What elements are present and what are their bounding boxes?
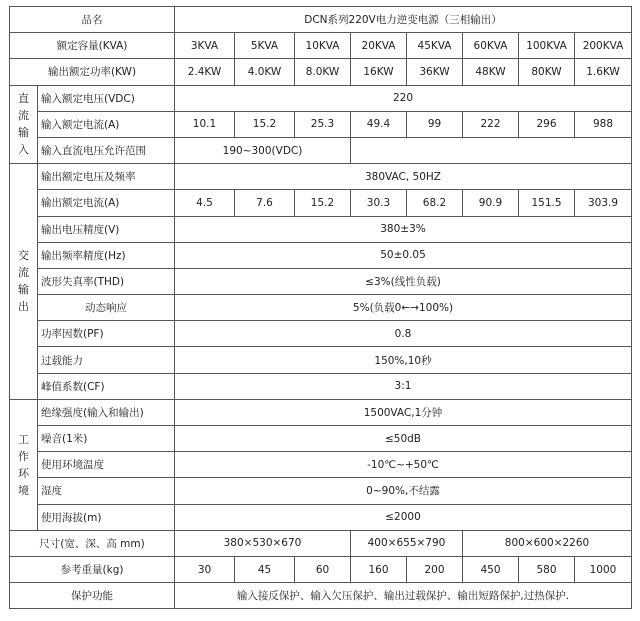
dc-current-value: 296 <box>519 111 575 137</box>
humidity-row <box>10 478 632 504</box>
power-factor-value: 0.8 <box>175 321 632 347</box>
power-factor-label: 功率因数(PF) <box>38 321 175 347</box>
weight-value: 60 <box>295 556 351 582</box>
header-label: 品名 <box>10 7 175 33</box>
weight-value: 160 <box>351 556 407 582</box>
power-label: 输出额定功率(KW) <box>10 59 175 85</box>
environment-group-label: 工作环境 <box>18 432 29 497</box>
temperature-row <box>10 452 632 478</box>
crest-factor-row <box>10 373 632 399</box>
power-value: 36KW <box>407 59 463 85</box>
capacity-value: 20KVA <box>351 33 407 59</box>
dc-range-label: 输入直流电压允许范围 <box>38 137 175 163</box>
ac-current-label: 输出额定电流(A) <box>38 190 175 216</box>
dc-input-group-label: 直流输入 <box>18 92 29 157</box>
ac-voltage-freq-value: 380VAC, 50HZ <box>175 164 632 190</box>
overload-label: 过载能力 <box>38 347 175 373</box>
dc-range-row <box>10 137 632 163</box>
capacity-value: 100KVA <box>519 33 575 59</box>
size-row <box>10 530 632 556</box>
size-value: 800×600×2260 <box>463 530 632 556</box>
ac-current-row <box>10 190 632 216</box>
voltage-accuracy-label: 输出电压精度(V) <box>38 216 175 242</box>
capacity-value: 5KVA <box>235 33 295 59</box>
dc-current-value: 988 <box>575 111 632 137</box>
weight-value: 1000 <box>575 556 632 582</box>
product-title: DCN系列220V电力逆变电源（三相输出） <box>175 7 632 33</box>
capacity-value: 3KVA <box>175 33 235 59</box>
insulation-row <box>10 399 632 425</box>
capacity-value: 45KVA <box>407 33 463 59</box>
ac-current-value: 303.9 <box>575 190 632 216</box>
weight-value: 450 <box>463 556 519 582</box>
capacity-value: 60KVA <box>463 33 519 59</box>
altitude-row <box>10 504 632 530</box>
dc-current-value: 25.3 <box>295 111 351 137</box>
power-row <box>10 59 632 85</box>
ac-current-value: 7.6 <box>235 190 295 216</box>
protection-label: 保护功能 <box>10 583 175 609</box>
overload-value: 150%,10秒 <box>175 347 632 373</box>
ac-voltage-freq-row <box>10 164 632 190</box>
power-value: 8.0KW <box>295 59 351 85</box>
thd-row <box>10 268 632 294</box>
dc-current-value: 49.4 <box>351 111 407 137</box>
thd-label: 波形失真率(THD) <box>38 268 175 294</box>
environment-group <box>10 399 38 530</box>
power-factor-row <box>10 321 632 347</box>
voltage-accuracy-row <box>10 216 632 242</box>
dc-voltage-row <box>10 85 632 111</box>
header-row <box>10 7 632 33</box>
protection-value: 输入接反保护、输入欠压保护、输出过载保护、输出短路保护,过热保护. <box>175 583 632 609</box>
insulation-value: 1500VAC,1分钟 <box>175 399 632 425</box>
ac-output-group-label: 交流输出 <box>18 249 29 314</box>
dynamic-response-label: 动态响应 <box>38 295 175 321</box>
power-value: 2.4KW <box>175 59 235 85</box>
dc-voltage-value: 220 <box>175 85 632 111</box>
weight-value: 30 <box>175 556 235 582</box>
dc-input-group <box>10 85 38 164</box>
power-value: 4.0KW <box>235 59 295 85</box>
insulation-label: 绝缘强度(输入和输出) <box>38 399 175 425</box>
ac-current-value: 90.9 <box>463 190 519 216</box>
weight-value: 580 <box>519 556 575 582</box>
thd-value: ≤3%(线性负载) <box>175 268 632 294</box>
freq-accuracy-label: 输出频率精度(Hz) <box>38 242 175 268</box>
dc-current-value: 99 <box>407 111 463 137</box>
temperature-label: 使用环境温度 <box>38 452 175 478</box>
capacity-value: 200KVA <box>575 33 632 59</box>
size-value: 400×655×790 <box>351 530 463 556</box>
humidity-label: 湿度 <box>38 478 175 504</box>
weight-row <box>10 556 632 582</box>
weight-label: 参考重量(kg) <box>10 556 175 582</box>
ac-current-value: 4.5 <box>175 190 235 216</box>
noise-value: ≤50dB <box>175 426 632 452</box>
noise-row <box>10 426 632 452</box>
altitude-value: ≤2000 <box>175 504 632 530</box>
capacity-row <box>10 33 632 59</box>
dc-range-value: 190~300(VDC) <box>175 137 351 163</box>
dc-current-value: 15.2 <box>235 111 295 137</box>
humidity-value: 0~90%,不结露 <box>175 478 632 504</box>
capacity-label: 额定容量(KVA) <box>10 33 175 59</box>
overload-row <box>10 347 632 373</box>
protection-row <box>10 583 632 609</box>
dc-current-label: 输入额定电流(A) <box>38 111 175 137</box>
ac-current-value: 15.2 <box>295 190 351 216</box>
ac-current-value: 68.2 <box>407 190 463 216</box>
dc-voltage-label: 输入额定电压(VDC) <box>38 85 175 111</box>
dynamic-response-value: 5%(负载0←→100%) <box>175 295 632 321</box>
dc-current-row <box>10 111 632 137</box>
dynamic-response-row <box>10 295 632 321</box>
power-value: 80KW <box>519 59 575 85</box>
crest-factor-value: 3:1 <box>175 373 632 399</box>
freq-accuracy-value: 50±0.05 <box>175 242 632 268</box>
capacity-value: 10KVA <box>295 33 351 59</box>
spec-table <box>9 6 632 609</box>
weight-value: 45 <box>235 556 295 582</box>
altitude-label: 使用海拔(m) <box>38 504 175 530</box>
dc-current-value: 10.1 <box>175 111 235 137</box>
noise-label: 噪音(1米) <box>38 426 175 452</box>
power-value: 48KW <box>463 59 519 85</box>
ac-current-value: 30.3 <box>351 190 407 216</box>
crest-factor-label: 峰值系数(CF) <box>38 373 175 399</box>
weight-value: 200 <box>407 556 463 582</box>
size-label: 尺寸(宽、深、高 mm) <box>10 530 175 556</box>
power-value: 16KW <box>351 59 407 85</box>
ac-current-value: 151.5 <box>519 190 575 216</box>
voltage-accuracy-value: 380±3% <box>175 216 632 242</box>
size-value: 380×530×670 <box>175 530 351 556</box>
temperature-value: -10℃~+50℃ <box>175 452 632 478</box>
power-value: 1.6KW <box>575 59 632 85</box>
ac-output-group <box>10 164 38 400</box>
dc-current-value: 222 <box>463 111 519 137</box>
dc-range-empty <box>351 137 632 163</box>
freq-accuracy-row <box>10 242 632 268</box>
ac-voltage-freq-label: 输出额定电压及频率 <box>38 164 175 190</box>
